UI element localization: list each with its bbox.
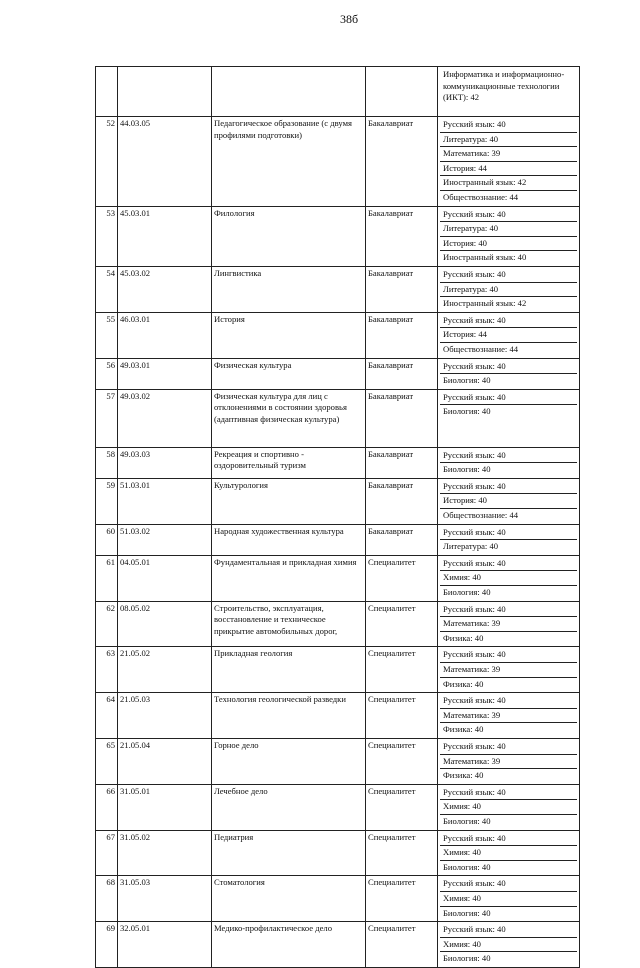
table-row: [96, 647, 580, 693]
subject-item: Биология: 40: [443, 907, 491, 918]
table-row: [96, 447, 580, 478]
education-level: Бакалавриат: [366, 389, 438, 447]
subject-item: Физика: 40: [443, 678, 484, 689]
subject-item: Иностранный язык: 42: [440, 176, 577, 191]
subject-item: Русский язык: 40: [440, 208, 577, 223]
page-number: 38б: [340, 12, 359, 26]
table-row: [96, 312, 580, 358]
subjects-cell: [438, 876, 580, 922]
row-number: 59: [96, 478, 118, 524]
program-code: 21.05.03: [118, 693, 212, 739]
program-name: Прикладная геология: [212, 647, 366, 693]
table-row: [96, 693, 580, 739]
program-name: Медико-профилактическое дело: [212, 922, 366, 968]
subject-item: Русский язык: 40: [440, 360, 577, 375]
education-level: Специалитет: [366, 738, 438, 784]
subject-item: Обществознание: 44: [443, 510, 519, 521]
subjects-cell: [438, 784, 580, 830]
subject-item: Русский язык: 40: [440, 268, 577, 283]
program-name: История: [212, 312, 366, 358]
subject-item: История: 40: [440, 494, 577, 509]
education-level: Специалитет: [366, 922, 438, 968]
education-level: Специалитет: [366, 647, 438, 693]
program-name: Лингвистика: [212, 266, 366, 312]
subject-item: Русский язык: 40: [440, 786, 577, 801]
subject-item: Биология: 40: [443, 464, 491, 475]
subject-item: Биология: 40: [443, 815, 491, 826]
subject-item: Обществознание: 44: [443, 191, 519, 202]
subject-item: Литература: 40: [440, 222, 577, 237]
row-number: 52: [96, 117, 118, 207]
subject-item: Русский язык: 40: [440, 391, 577, 406]
program-name: Филология: [212, 206, 366, 266]
subject-item: Русский язык: 40: [440, 648, 577, 663]
program-code: 45.03.02: [118, 266, 212, 312]
subject-item: Русский язык: 40: [440, 603, 577, 618]
subject-item: Иностранный язык: 42: [443, 298, 527, 309]
program-code: 44.03.05: [118, 117, 212, 207]
program-code: 21.05.04: [118, 738, 212, 784]
subject-item: Физика: 40: [443, 770, 484, 781]
program-code: 32.05.01: [118, 922, 212, 968]
subjects-cell: [438, 266, 580, 312]
subjects-cell: [438, 830, 580, 876]
subject-item: Русский язык: 40: [440, 740, 577, 755]
program-code: 31.05.02: [118, 830, 212, 876]
subject-item: Физика: 40: [443, 724, 484, 735]
subjects-cell: [438, 67, 580, 117]
program-name: Рекреация и спортивно - оздоровительный туризм: [212, 447, 366, 478]
subject-item: Информатика и информационно-коммуникационные технологии (ИКТ): 42: [443, 69, 565, 103]
table-row: [96, 478, 580, 524]
program-name: Педагогическое образование (с двумя профилями подготовки): [212, 117, 366, 207]
subject-item: Физика: 40: [443, 632, 484, 643]
subject-item: Химия: 40: [440, 938, 577, 953]
subject-item: Математика: 39: [440, 663, 577, 678]
program-code: 49.03.03: [118, 447, 212, 478]
subject-item: Биология: 40: [443, 587, 491, 598]
table-row: [96, 389, 580, 447]
subjects-cell: [438, 389, 580, 447]
subject-item: Иностранный язык: 40: [443, 252, 527, 263]
row-number: 62: [96, 601, 118, 647]
subject-item: Химия: 40: [440, 892, 577, 907]
table-row: [96, 117, 580, 207]
subjects-cell: [438, 738, 580, 784]
subject-item: История: 44: [440, 328, 577, 343]
table-row: [96, 830, 580, 876]
table-row: [96, 922, 580, 968]
subject-item: Русский язык: 40: [440, 923, 577, 938]
subjects-cell: [438, 555, 580, 601]
row-number: 65: [96, 738, 118, 784]
row-number: 53: [96, 206, 118, 266]
education-level: Бакалавриат: [366, 312, 438, 358]
program-name: Технология геологической разведки: [212, 693, 366, 739]
program-name: Горное дело: [212, 738, 366, 784]
table-row: [96, 784, 580, 830]
subject-item: Русский язык: 40: [440, 877, 577, 892]
table-row: [96, 876, 580, 922]
subjects-cell: [438, 478, 580, 524]
subjects-cell: [438, 601, 580, 647]
program-code: 08.05.02: [118, 601, 212, 647]
subject-item: Биология: 40: [443, 375, 491, 386]
subjects-cell: [438, 693, 580, 739]
education-level: Бакалавриат: [366, 206, 438, 266]
education-level: Специалитет: [366, 876, 438, 922]
subject-item: Русский язык: 40: [440, 118, 577, 133]
program-name: Физическая культура для лиц с отклонениями в состоянии здоровья (адаптивная физическая культура): [212, 389, 366, 447]
subject-item: История: 40: [440, 237, 577, 252]
subject-item: Химия: 40: [440, 846, 577, 861]
subjects-cell: [438, 647, 580, 693]
subject-item: Математика: 39: [440, 147, 577, 162]
row-number: 63: [96, 647, 118, 693]
program-name: Народная художественная культура: [212, 524, 366, 555]
subject-item: Русский язык: 40: [440, 694, 577, 709]
program-code: 31.05.01: [118, 784, 212, 830]
subject-item: Математика: 39: [440, 617, 577, 632]
row-number: 58: [96, 447, 118, 478]
program-name: Педиатрия: [212, 830, 366, 876]
subject-item: Химия: 40: [440, 571, 577, 586]
subject-item: Русский язык: 40: [440, 480, 577, 495]
program-code: 21.05.02: [118, 647, 212, 693]
education-level: Специалитет: [366, 555, 438, 601]
education-level: Специалитет: [366, 601, 438, 647]
education-level: Специалитет: [366, 830, 438, 876]
education-level: Специалитет: [366, 784, 438, 830]
subject-item: Обществознание: 44: [443, 343, 519, 354]
subject-item: Литература: 40: [440, 283, 577, 298]
program-name: Культурология: [212, 478, 366, 524]
table-row: [96, 555, 580, 601]
education-level: Бакалавриат: [366, 524, 438, 555]
program-code: 51.03.01: [118, 478, 212, 524]
subjects-cell: [438, 447, 580, 478]
program-name: Стоматология: [212, 876, 366, 922]
table-row: [96, 738, 580, 784]
subject-item: Русский язык: 40: [440, 832, 577, 847]
subject-item: Биология: 40: [443, 953, 491, 964]
row-number: 68: [96, 876, 118, 922]
continuation-row: [96, 67, 580, 117]
row-number: 67: [96, 830, 118, 876]
education-level: Бакалавриат: [366, 266, 438, 312]
row-number: 61: [96, 555, 118, 601]
table-row: [96, 358, 580, 389]
table-row: [96, 601, 580, 647]
subject-item: Русский язык: 40: [440, 449, 577, 464]
subjects-cell: [438, 358, 580, 389]
row-number: 66: [96, 784, 118, 830]
program-name: Лечебное дело: [212, 784, 366, 830]
subjects-cell: [438, 922, 580, 968]
subject-item: Биология: 40: [443, 406, 491, 417]
education-level: Бакалавриат: [366, 358, 438, 389]
subject-item: Химия: 40: [440, 800, 577, 815]
row-number: 57: [96, 389, 118, 447]
row-number: 54: [96, 266, 118, 312]
row-number: 55: [96, 312, 118, 358]
program-name: Строительство, эксплуатация, восстановление и техническое прикрытие автомобильных дорог,: [212, 601, 366, 647]
program-code: 04.05.01: [118, 555, 212, 601]
subject-item: Математика: 39: [440, 709, 577, 724]
subjects-cell: [438, 206, 580, 266]
subject-item: Литература: 40: [440, 133, 577, 148]
program-name: Физическая культура: [212, 358, 366, 389]
program-code: 49.03.01: [118, 358, 212, 389]
subject-item: История: 44: [440, 162, 577, 177]
program-code: 49.03.02: [118, 389, 212, 447]
program-code: 51.03.02: [118, 524, 212, 555]
subjects-cell: [438, 117, 580, 207]
subject-item: Математика: 39: [440, 755, 577, 770]
education-level: Специалитет: [366, 693, 438, 739]
subjects-cell: [438, 312, 580, 358]
program-name: Фундаментальная и прикладная химия: [212, 555, 366, 601]
row-number: 69: [96, 922, 118, 968]
education-level: Бакалавриат: [366, 447, 438, 478]
program-code: 31.05.03: [118, 876, 212, 922]
education-level: Бакалавриат: [366, 117, 438, 207]
subjects-cell: [438, 524, 580, 555]
row-number: 64: [96, 693, 118, 739]
program-code: 45.03.01: [118, 206, 212, 266]
table-row: [96, 266, 580, 312]
row-number: 56: [96, 358, 118, 389]
education-level: Бакалавриат: [366, 478, 438, 524]
row-number: 60: [96, 524, 118, 555]
table-row: [96, 206, 580, 266]
table-row: [96, 524, 580, 555]
subject-item: Русский язык: 40: [440, 557, 577, 572]
subject-item: Русский язык: 40: [440, 314, 577, 329]
subject-item: Биология: 40: [443, 861, 491, 872]
program-code: 46.03.01: [118, 312, 212, 358]
subject-item: Литература: 40: [443, 541, 499, 552]
subject-item: Русский язык: 40: [440, 526, 577, 541]
admission-table: [95, 66, 580, 968]
